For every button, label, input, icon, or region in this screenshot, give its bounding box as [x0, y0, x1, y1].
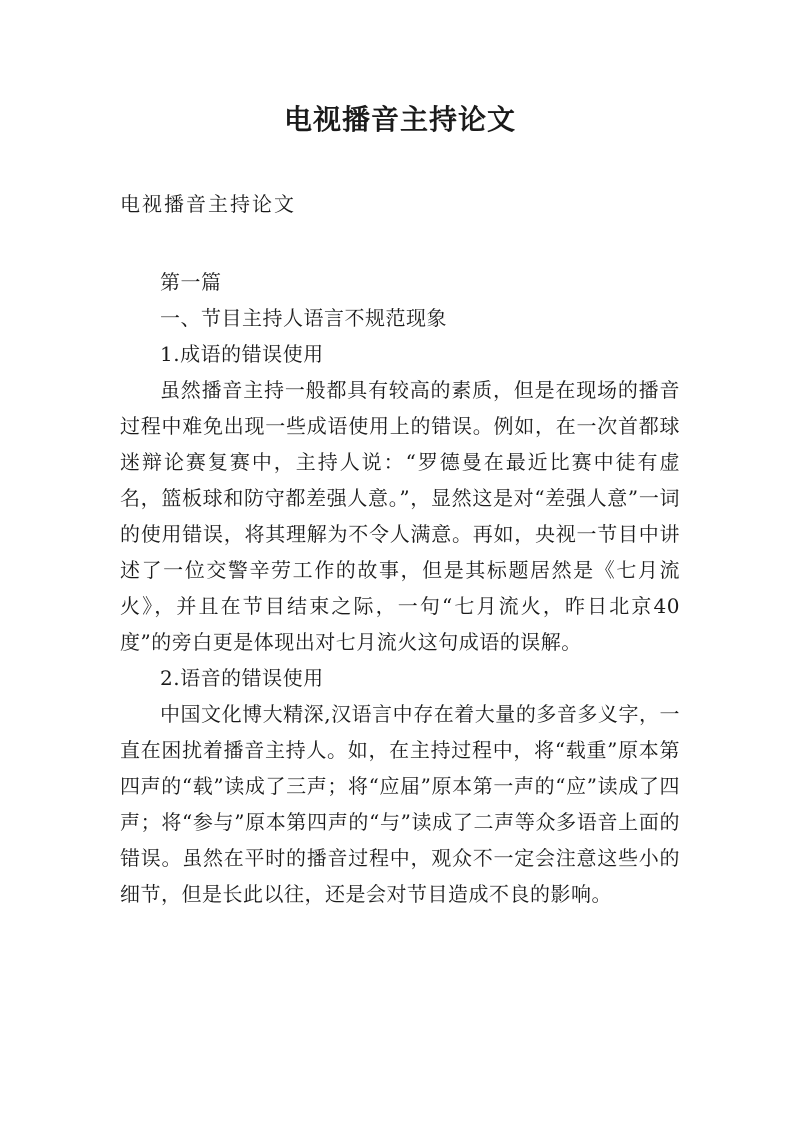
document-title: 电视播音主持论文	[283, 103, 516, 136]
body-paragraph: 中国文化博大精深,汉语言中存在着大量的多音多义字，一直在困扰着播音主持人。如，在主持过程中，将“载重”原本第四声的“载”读成了三声；将“应届”原本第一声的“应”读成了四声；将“参与”原本第四声的“与”读成了二声等众多语音上面的错误。虽然在平时的播音过程中，观众不一定会注意这些小的细节，但是长此以往，还是会对节目造成不良的影响。	[120, 702, 680, 906]
section-heading: 一、节目主持人语言不规范现象	[160, 306, 447, 330]
document-body	[120, 264, 680, 912]
document-subtitle: 电视播音主持论文	[120, 192, 296, 216]
section-heading: 第一篇	[160, 270, 222, 294]
subsection-heading: 2.语音的错误使用	[160, 666, 324, 690]
subsection-heading: 1.成语的错误使用	[160, 342, 324, 366]
body-paragraph: 虽然播音主持一般都具有较高的素质，但是在现场的播音过程中难免出现一些成语使用上的错误。例如，在一次首都球迷辩论赛复赛中，主持人说：“罗德曼在最近比赛中徒有虚名，篮板球和防守都差强人意。”，显然这是对“差强人意”一词的使用错误，将其理解为不令人满意。再如，央视一节目中讲述了一位交警辛劳工作的故事，但是其标题居然是《七月流火》，并且在节目结束之际，一句“七月流火，昨日北京40度”的旁白更是体现出对七月流火这句成语的误解。	[120, 378, 680, 654]
